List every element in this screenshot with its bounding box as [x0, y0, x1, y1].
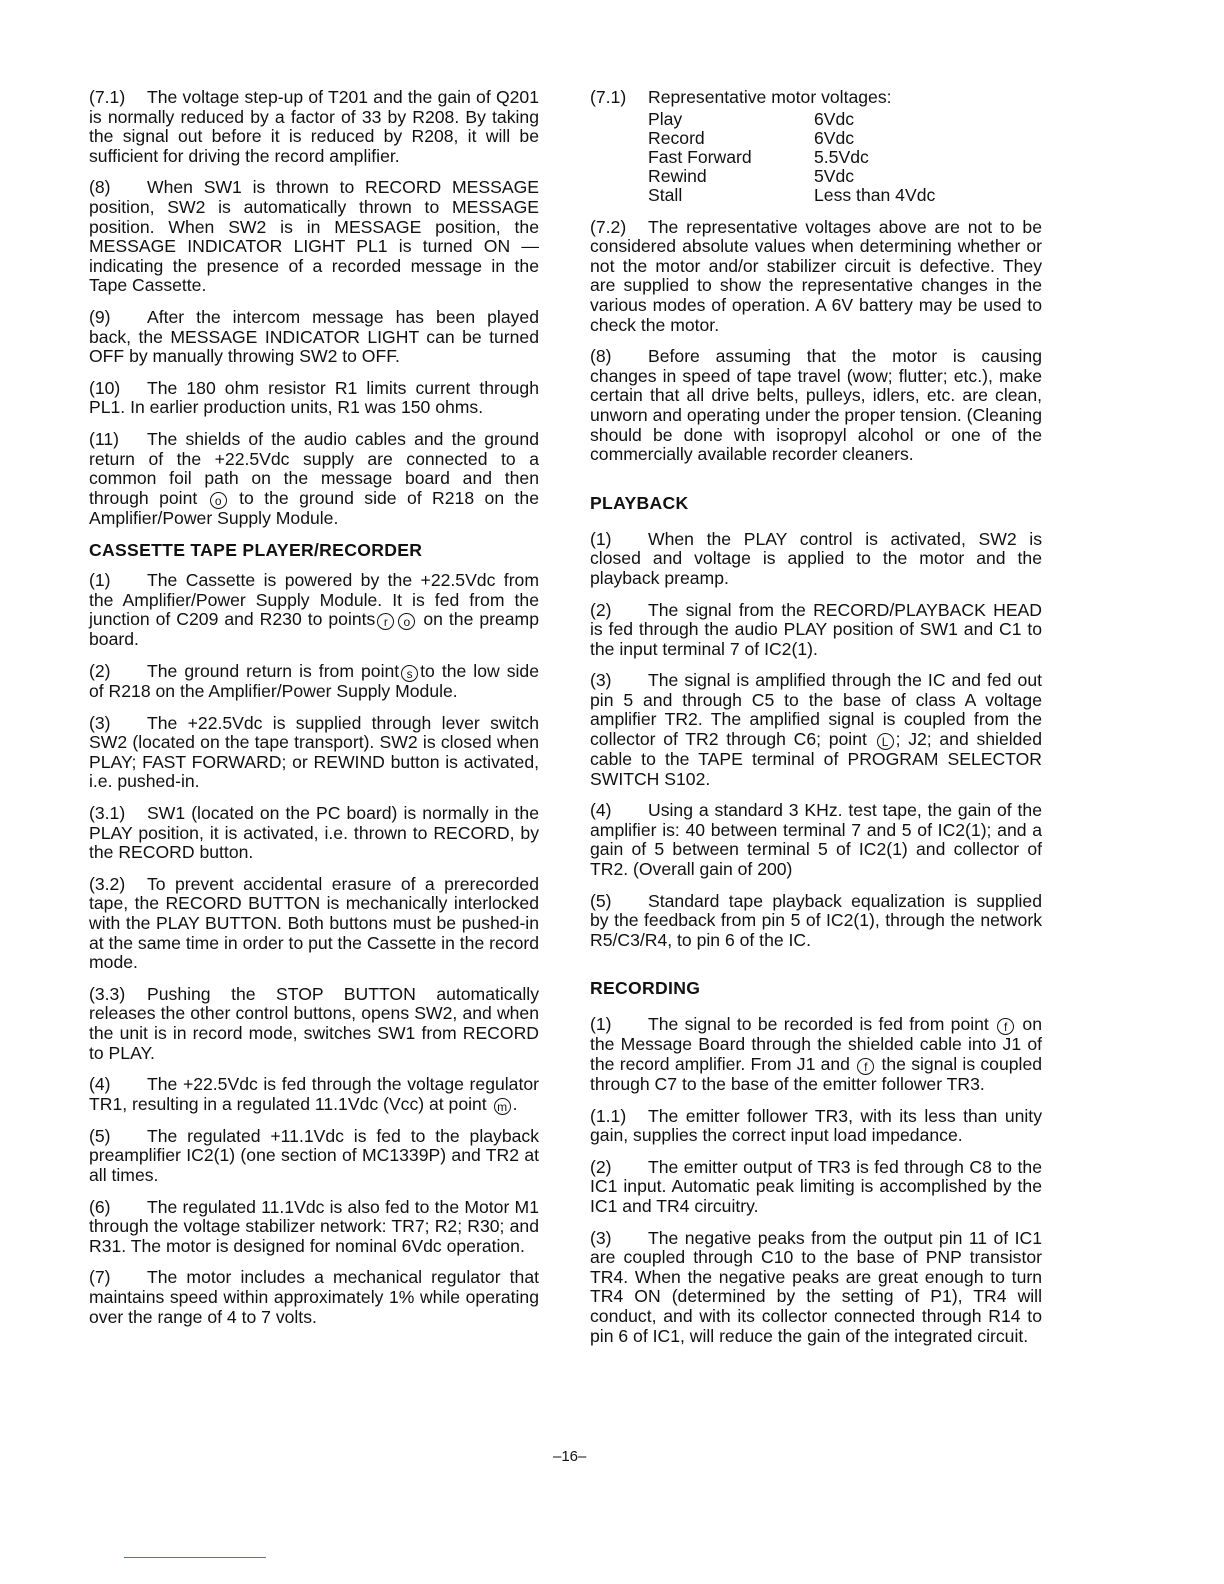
circled-point-label: f	[857, 1058, 874, 1075]
cassette-paragraph-7: (7) The motor includes a mechanical regulator that maintains speed within approximately 1% while operating over the range of 4 to 7 volts.	[89, 1267, 539, 1327]
circled-point-label: o	[210, 492, 227, 509]
motor-voltage-table	[648, 110, 935, 206]
paragraph-7-1-motor-voltages: (7.1) Representative motor voltages:	[590, 87, 892, 107]
circled-point-label: f	[997, 1018, 1014, 1035]
circled-point-label: m	[494, 1098, 511, 1115]
paragraph-7-1: (7.1) The voltage step-up of T201 and the gain of Q201 is normally reduced by a factor of 33 by R208. By taking the signal out before it is reduced by R208, it will be sufficient for driving the record amplifier.	[89, 87, 539, 166]
paragraph-8: (8) When SW1 is thrown to RECORD MESSAGE position, SW2 is automatically thrown to MESSAGE position. When SW2 is in MESSAGE position, the MESSAGE INDICATOR LIGHT PL1 is turned ON — indicating the presence of a recorded message in the Tape Cassette.	[89, 177, 539, 296]
paragraph-10: (10) The 180 ohm resistor R1 limits current through PL1. In earlier production units, R1 was 150 ohms.	[89, 377, 539, 418]
paragraph-9: (9) After the intercom message has been played back, the MESSAGE INDICATOR LIGHT can be turned OFF by manually throwing SW2 to OFF.	[89, 306, 539, 367]
playback-paragraph-3: (3) The signal is amplified through the IC and fed out pin 5 and through C5 to the base of class A voltage amplifier TR2. The amplified signal is coupled from the collector of TR2 through C6; point L ; J2; and shielded cable to the TAPE terminal of PROGRAM SELECTOR SWITCH S102.	[590, 670, 1043, 789]
table-row: Play 6Vdc	[648, 108, 855, 129]
playback-paragraph-4: (4) Using a standard 3 KHz. test tape, the gain of the amplifier is: 40 between terminal 7 and 5 of IC2(1); and a gain of 5 between terminal 5 of IC2(1) and collector of TR2. (Overall gain of 200)	[590, 800, 1042, 880]
recording-paragraph-2: (2) The emitter output of TR3 is fed through C8 to the IC1 input. Automatic peak limiting is accomplished by the IC1 and TR4 circuitry.	[590, 1156, 1042, 1216]
recording-paragraph-3: (3) The negative peaks from the output pin 11 of IC1 are coupled through C10 to the base of PNP transistor TR4. When the negative peaks are great enough to turn TR4 ON (determined by the setting of P1), TR4 will conduct, and with its collector connected through R14 to pin 6 of IC1, will reduce the gain of the integrated circuit.	[590, 1227, 1042, 1346]
footer-divider	[124, 1557, 266, 1558]
paragraph-7-2: (7.2) The representative voltages above are not to be considered absolute values when determining whether or not the motor and/or stabilizer circuit is defective. They are supplied to show the representative changes in the various modes of operation. A 6V battery may be used to check the motor.	[590, 216, 1042, 335]
paragraph-8-motor: (8) Before assuming that the motor is causing changes in speed of tape travel (wow; flutter; etc.), make certain that all drive belts, pulleys, idlers, etc. are clean, unworn and operating under the proper tension. (Cleaning should be done with isopropyl alcohol or one of the commercially available recorder cleaners.	[590, 346, 1042, 465]
circled-point-label: s	[401, 665, 418, 682]
recording-paragraph-1-1: (1.1) The emitter follower TR3, with its less than unity gain, supplies the correct input load impedance.	[590, 1105, 1042, 1146]
table-row: Fast Forward 5.5Vdc	[648, 147, 869, 167]
playback-paragraph-2: (2) The signal from the RECORD/PLAYBACK HEAD is fed through the audio PLAY position of SW1 and C1 to the input terminal 7 of IC2(1).	[590, 599, 1042, 659]
circled-point-label: r	[377, 613, 394, 630]
circled-point-label: L	[877, 733, 894, 750]
cassette-paragraph-2: (2) The ground return is from point s to the low side of R218 on the Amplifier/Power Supply Module.	[89, 661, 539, 702]
paragraph-11: (11) The shields of the audio cables and the ground return of the +22.5Vdc supply are connected to a common foil path on the message board and then through point o to the ground side of R218 on the Amplifier/Power Supply Module.	[89, 428, 539, 528]
cassette-paragraph-3-1: (3.1) SW1 (located on the PC board) is normally in the PLAY position, it is activated, i.e. thrown to RECORD, by the RECORD button.	[89, 803, 539, 863]
playback-paragraph-5: (5) Standard tape playback equalization is supplied by the feedback from pin 5 of IC2(1), through the network R5/C3/R4, to pin 6 of the IC.	[590, 890, 1042, 950]
cassette-paragraph-1: (1) The Cassette is powered by the +22.5Vdc from the Amplifier/Power Supply Module. It is fed from the junction of C209 and R230 to points r o on the preamp board.	[89, 570, 539, 650]
section-heading-cassette: CASSETTE TAPE PLAYER/RECORDER	[89, 540, 423, 561]
playback-paragraph-1: (1) When the PLAY control is activated, SW2 is closed and voltage is applied to the motor and the playback preamp.	[590, 528, 1042, 588]
left-column	[89, 88, 539, 1339]
cassette-paragraph-4: (4) The +22.5Vdc is fed through the voltage regulator TR1, resulting in a regulated 11.1Vdc (Vcc) at point m .	[89, 1074, 539, 1114]
table-row: Stall Less than 4Vdc	[648, 185, 936, 206]
table-row: Rewind 5Vdc	[648, 166, 855, 187]
cassette-paragraph-5: (5) The regulated +11.1Vdc is fed to the playback preamplifier IC2(1) (one section of MC1339P) and TR2 at all times.	[89, 1125, 539, 1185]
section-heading-playback: PLAYBACK	[590, 492, 689, 513]
cassette-paragraph-6: (6) The regulated 11.1Vdc is also fed to the Motor M1 through the voltage stabilizer network: TR7; R2; R30; and R31. The motor is designed for nominal 6Vdc operation.	[89, 1196, 539, 1256]
page-number: –16–	[553, 1448, 587, 1465]
cassette-paragraph-3-3: (3.3) Pushing the STOP BUTTON automatically releases the other control buttons, opens SW2, and when the unit is in record mode, switches SW1 from RECORD to PLAY.	[89, 983, 539, 1063]
recording-paragraph-1: (1) The signal to be recorded is fed from point f on the Message Board through the shielded cable into J1 of the record amplifier. From J1 and f the signal is coupled through C7 to the base of the emitter follower TR3.	[590, 1014, 1043, 1095]
cassette-paragraph-3: (3) The +22.5Vdc is supplied through lever switch SW2 (located on the tape transport). SW2 is closed when PLAY; FAST FORWARD; or REWIND button is activated, i.e. pushed-in.	[89, 712, 539, 792]
circled-point-label: o	[398, 613, 415, 630]
section-heading-recording: RECORDING	[590, 978, 701, 999]
cassette-paragraph-3-2: (3.2) To prevent accidental erasure of a prerecorded tape, the RECORD BUTTON is mechanically interlocked with the PLAY BUTTON. Both buttons must be pushed-in at the same time in order to put the Cassette in the record mode.	[89, 873, 539, 973]
right-column	[590, 88, 1042, 1358]
table-row: Record 6Vdc	[648, 127, 855, 148]
